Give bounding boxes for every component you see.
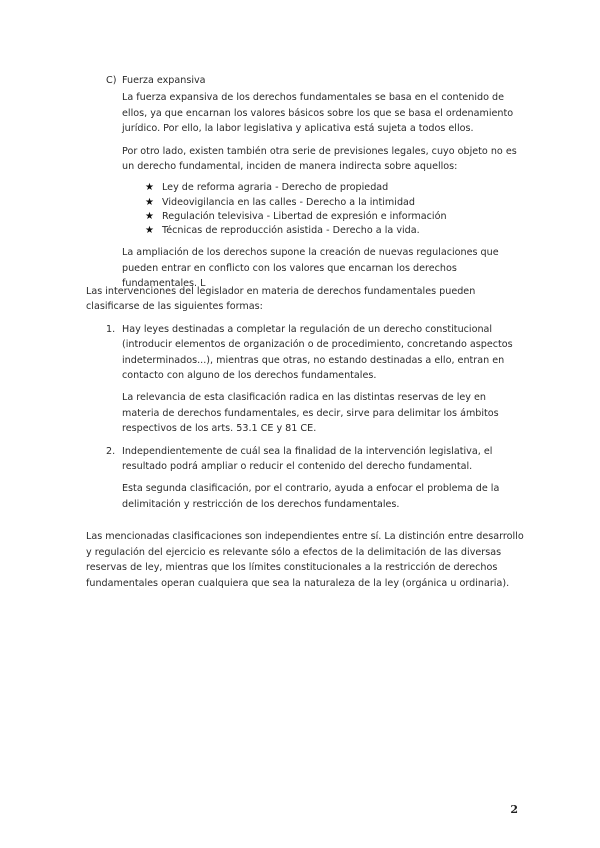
item-number: 2. bbox=[106, 445, 116, 457]
section-body bbox=[122, 90, 526, 291]
paragraph: La relevancia de esta clasificación radica en las distintas reservas de ley en materia de derechos fundamentales, es decir, sirve para delimitar los ámbitos respectivos de los arts. 53.1 CE y 81 CE. bbox=[122, 392, 499, 435]
star-bullet-list bbox=[122, 181, 526, 238]
paragraph: Hay leyes destinadas a completar la regulación de un derecho constitucional (introducir elementos de organización o de procedimiento, concretando aspectos indeterminados...), mientras que otras, no estando destinadas a ello, entran en contacto con alguno de los derechos fundamentales. bbox=[122, 323, 513, 382]
section-heading bbox=[106, 73, 526, 88]
main-content bbox=[86, 284, 526, 598]
star-icon: ★ bbox=[145, 210, 154, 222]
star-icon: ★ bbox=[145, 182, 154, 194]
paragraph: Independientemente de cuál sea la finalidad de la intervención legislativa, el resultado podrá ampliar o reducir el contenido del derecho fundamental. bbox=[122, 445, 493, 473]
list-item bbox=[145, 224, 526, 238]
numbered-item bbox=[106, 444, 526, 520]
item-body bbox=[122, 322, 526, 444]
page-number: 2 bbox=[510, 803, 518, 816]
section-title: Fuerza expansiva bbox=[122, 75, 206, 86]
list-item-text: Ley de reforma agraria - Derecho de propiedad bbox=[162, 182, 389, 194]
paragraph: Por otro lado, existen también otra serie de previsiones legales, cuyo objeto no es un derecho fundamental, inciden de manera indirecta sobre aquellos: bbox=[122, 145, 517, 173]
section-marker: C) bbox=[106, 75, 117, 86]
numbered-item bbox=[106, 322, 526, 444]
star-icon: ★ bbox=[145, 196, 154, 208]
paragraph: La fuerza expansiva de los derechos fundamentales se basa en el contenido de ellos, ya que encarnan los valores básicos sobre los que se basa el ordenamiento jurídico. Por ello, la labor legislativa y aplicativa está sujeta a todos ellos. bbox=[122, 92, 514, 135]
item-number: 1. bbox=[106, 323, 116, 335]
section-fuerza-expansiva bbox=[106, 73, 526, 298]
intro-paragraph: Las intervenciones del legislador en materia de derechos fundamentales pueden clasificarse de las siguientes formas: bbox=[86, 286, 476, 313]
star-icon: ★ bbox=[145, 225, 154, 237]
list-item bbox=[145, 181, 526, 195]
list-item-text: Técnicas de reproducción asistida - Derecho a la vida. bbox=[162, 225, 420, 237]
item-body bbox=[122, 444, 526, 520]
list-item bbox=[145, 210, 526, 224]
paragraph: La ampliación de los derechos supone la creación de nuevas regulaciones que pueden entrar en conflicto con los valores que encarnan los derechos fundamentales. L bbox=[122, 247, 499, 290]
numbered-list bbox=[86, 322, 526, 519]
paragraph: Esta segunda clasificación, por el contrario, ayuda a enfocar el problema de la delimitación y restricción de los derechos fundamentales. bbox=[122, 483, 500, 510]
list-item bbox=[145, 196, 526, 210]
list-item-text: Regulación televisiva - Libertad de expresión e información bbox=[162, 210, 447, 222]
conclusion-paragraph: Las mencionadas clasificaciones son independientes entre sí. La distinción entre desarrollo y regulación del ejercicio es relevante sólo a efectos de la delimitación de las diversas reservas de ley, mientras que los límites constitucionales a la restricción de derechos fundamentales operan cualquiera que sea la naturaleza de la ley (orgánica u ordinaria). bbox=[86, 531, 524, 589]
list-item-text: Videovigilancia en las calles - Derecho a la intimidad bbox=[162, 196, 416, 208]
